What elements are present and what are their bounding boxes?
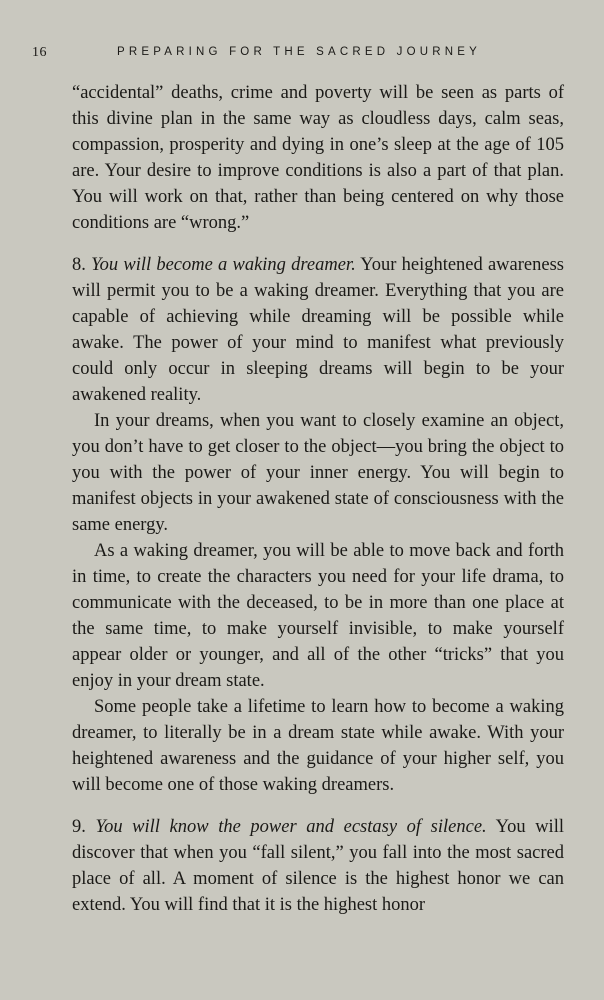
running-head: PREPARING FOR THE SACRED JOURNEY: [117, 46, 482, 58]
page-header: [32, 45, 572, 65]
list-item-8-text: Your heightened awareness will permit you to be a waking dreamer. Everything that you are capable of achieving while dreaming will be possible while awake. The power of your mind to manifest what previously could only occur in sleeping dreams will begin to be your awakened reality.: [72, 255, 564, 405]
list-item-9: [72, 814, 564, 918]
list-item-9-number: 9.: [72, 817, 86, 837]
list-item-8-heading: You will become a waking dreamer.: [91, 255, 356, 275]
paragraph-waking-dreamer: As a waking dreamer, you will be able to move back and forth in time, to create the characters you need for your life drama, to communicate with the deceased, to be in more than one place at the same time, to make yourself invisible, to make yourself appear older or younger, and all of the other “tricks” that you enjoy in your dream state.: [72, 541, 564, 691]
paragraph-dreams: In your dreams, when you want to closely examine an object, you don’t have to get closer to the object—you bring the object to you with the power of your inner energy. You will begin to manifest objects in your awakened state of consciousness with the same energy.: [72, 411, 564, 535]
paragraph-continuation: “accidental” deaths, crime and poverty will be seen as parts of this divine plan in the same way as cloudless days, calm seas, compassion, prosperity and dying in one’s sleep at the age of 105 are. Your desire to improve conditions is also a part of that plan. You will work on that, rather than being centered on why those conditions are “wrong.”: [72, 83, 564, 233]
page-number: 16: [32, 45, 47, 60]
list-item-8: [72, 252, 564, 408]
list-item-8-number: 8.: [72, 255, 86, 275]
paragraph-lifetime: Some people take a lifetime to learn how to become a waking dreamer, to literally be in a dream state while awake. With your heightened awareness and the guidance of your higher self, you will become one of those waking dreamers.: [72, 697, 564, 795]
list-item-9-text: You will discover that when you “fall silent,” you fall into the most sacred place of all. A moment of silence is the highest honor we can extend. You will find that it is the highest honor: [72, 817, 564, 915]
list-item-9-heading: You will know the power and ecstasy of silence.: [95, 817, 487, 837]
body-text: [72, 80, 564, 918]
